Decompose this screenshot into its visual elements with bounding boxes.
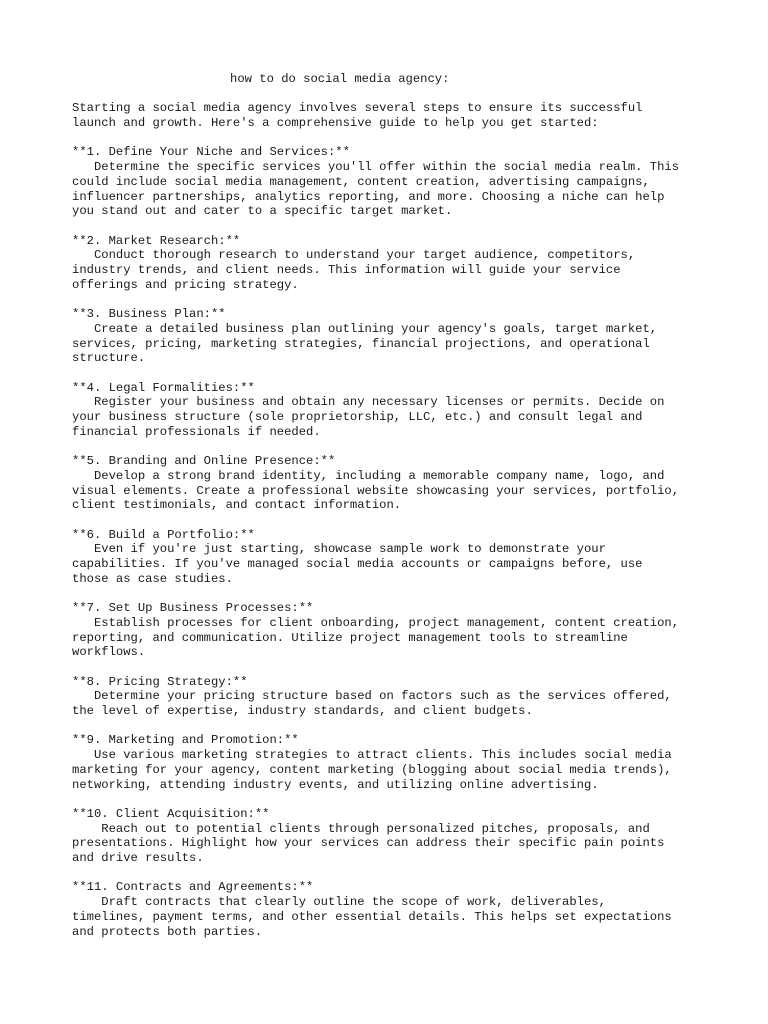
section-body — [72, 748, 762, 792]
section-indent — [72, 248, 94, 262]
section-heading: **8. Pricing Strategy:** — [72, 674, 248, 689]
section-indent — [72, 748, 94, 762]
section-heading: **2. Market Research:** — [72, 233, 241, 248]
section-body-text: Determine your pricing structure based on factors such as the services offered, the level of expertise, industry standards, and client budgets. — [72, 689, 672, 719]
section-indent — [72, 469, 94, 483]
sections-list — [72, 145, 762, 939]
document-title: how to do social media agency: — [230, 72, 450, 86]
section-body — [72, 248, 762, 292]
section-heading: **9. Marketing and Promotion:** — [72, 733, 299, 748]
section-body-text: Even if you're just starting, showcase sample work to demonstrate your capabilities. If you've managed social media accounts or campaigns before, use those as case studies. — [72, 542, 643, 586]
section-body — [72, 616, 762, 660]
section-6 — [72, 528, 762, 587]
section-2 — [72, 234, 762, 293]
section-11 — [72, 880, 762, 939]
section-heading: **10. Client Acquisition:** — [72, 806, 270, 821]
section-body — [72, 322, 762, 366]
section-body-text: Draft contracts that clearly outline the scope of work, deliverables, timelines, payment terms, and other essential details. This helps set expectations and protects both parties. — [72, 895, 672, 939]
section-body-text: Register your business and obtain any necessary licenses or permits. Decide on your business structure (sole proprietorship, LLC, etc.) and consult legal and financial professionals if needed. — [72, 395, 665, 439]
section-body — [72, 822, 762, 866]
section-body — [72, 469, 762, 513]
section-body — [72, 160, 762, 219]
section-heading: **1. Define Your Niche and Services:** — [72, 145, 350, 160]
section-heading: **5. Branding and Online Presence:** — [72, 454, 336, 469]
section-indent — [72, 322, 94, 336]
section-indent — [72, 395, 94, 409]
document-page — [72, 72, 762, 954]
section-heading: **6. Build a Portfolio:** — [72, 527, 255, 542]
section-indent — [72, 542, 94, 556]
section-5 — [72, 454, 762, 513]
section-8 — [72, 675, 762, 719]
section-indent — [72, 822, 101, 836]
section-body-text: Conduct thorough research to understand your target audience, competitors, industry trends, and client needs. This information will guide your service offerings and pricing strategy. — [72, 248, 636, 292]
section-9 — [72, 733, 762, 792]
section-body — [72, 542, 762, 586]
section-3 — [72, 307, 762, 366]
section-body-text: Determine the specific services you'll offer within the social media realm. This could include social media management, content creation, advertising campaigns, influencer partnerships, analytics reporting, and more. Choosing a niche can help you stand out and cater to a specific target market. — [72, 160, 680, 219]
section-body-text: Develop a strong brand identity, including a memorable company name, logo, and visual elements. Create a professional website showcasing your services, portfolio, client testimonials, and contact information. — [72, 468, 680, 513]
section-body-text: Create a detailed business plan outlining your agency's goals, target market, services, pricing, marketing strategies, financial projections, and operational structure. — [72, 321, 658, 366]
section-heading: **3. Business Plan:** — [72, 307, 226, 322]
section-body — [72, 689, 762, 718]
section-7 — [72, 601, 762, 660]
section-body — [72, 895, 762, 939]
section-4 — [72, 381, 762, 440]
section-heading: **4. Legal Formalities:** — [72, 380, 255, 395]
section-body-text: Establish processes for client onboarding, project management, content creation, reporting, and communication. Utilize project management tools to streamline workflows. — [72, 615, 680, 660]
section-heading: **7. Set Up Business Processes:** — [72, 601, 314, 616]
section-body-text: Reach out to potential clients through personalized pitches, proposals, and presentations. Highlight how your services can address their specific pain points and drive results. — [72, 821, 665, 866]
section-indent — [72, 689, 94, 703]
section-body — [72, 395, 762, 439]
section-indent — [72, 895, 101, 909]
intro-paragraph: Starting a social media agency involves several steps to ensure its successful launch and growth. Here's a comprehensive guide to help you get started: — [72, 101, 643, 131]
section-10 — [72, 807, 762, 866]
section-body-text: Use various marketing strategies to attract clients. This includes social media marketing for your agency, content marketing (blogging about social media trends), networking, attending industry events, and utilizing online advertising. — [72, 748, 672, 792]
section-heading: **11. Contracts and Agreements:** — [72, 880, 314, 895]
section-1 — [72, 145, 762, 219]
section-indent — [72, 616, 94, 630]
section-indent — [72, 160, 94, 174]
